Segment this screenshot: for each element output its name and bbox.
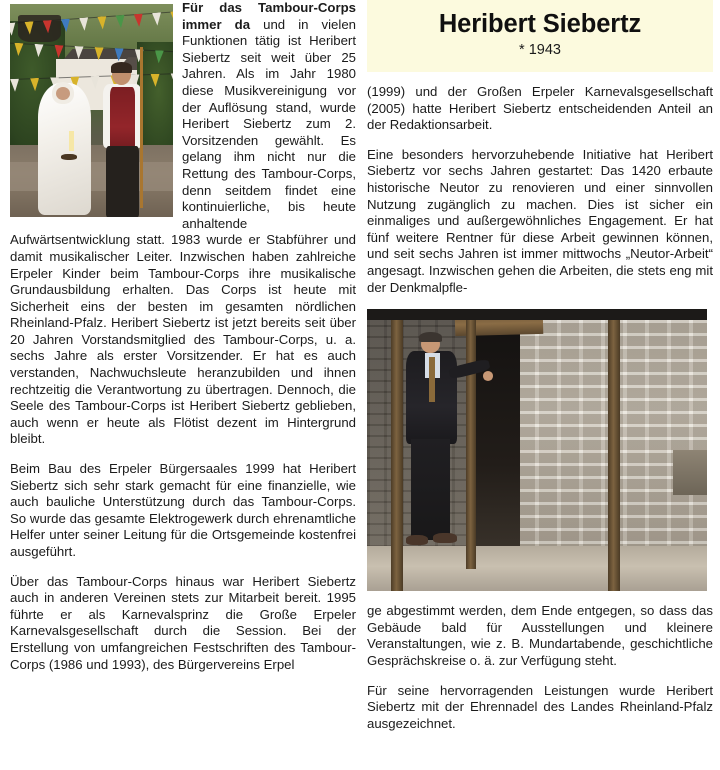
right-paragraph-3: ge abgestimmt werden, dem Ende entgegen, so dass das Gebäude bald für Ausstellungen und kleinere Veranstaltungen, wie z. B. Mundartabende, geschichtliche Gesprächskreise o. ä. zur Verfügung steht. [367, 603, 713, 668]
photo2-floor [367, 546, 707, 591]
photo1-woman-figure [38, 83, 92, 215]
bunting-flag [54, 45, 64, 58]
bunting-flag [171, 73, 173, 86]
photo1-woman-face [56, 87, 70, 100]
photo2-man-tie [429, 357, 435, 402]
right-paragraph-4: Für seine hervorragenden Leistungen wurde Heribert Siebertz mit der Ehrennadel des Landes Rheinland-Pfalz ausgezeichnet. [367, 682, 713, 731]
bunting-flag [43, 20, 53, 34]
title-plate [367, 0, 713, 72]
birth-year: * 1943 [519, 42, 561, 58]
right-paragraph-2: Eine besonders hervorzuhebende Initiative hat Heribert Siebertz vor sechs Jahren gestartet: Das 1420 erbaute historische Neutor zu renovieren und einer sinnvollen Nutzung zugänglich zu machen. Dies ist sicher ein einmaliges und außergewöhnliches Engagement. Er hat fünf weitere Rentner für diese Arbeit gewinnen können, und seit sechs Jahren ist immer mittwochs „Neutor-Arbeit“ angesagt. Inzwischen gehen die Arbeiten, die stets eng mit der Denkmalpfle- [367, 146, 713, 295]
bunting-flag [74, 46, 84, 59]
photo1-path [10, 162, 173, 192]
photo1-staff [140, 47, 143, 209]
right-paragraph-1: (1999) und der Großen Erpeler Karnevalsgesellschaft (2005) hatte Heribert Siebertz entscheidenden Anteil an der Redaktionsarbeit. [367, 84, 713, 133]
bunting-flag [10, 22, 17, 36]
bunting-flag [171, 11, 173, 25]
photo1-man-vest [110, 87, 135, 154]
left-paragraph-1 [10, 0, 356, 448]
photo2-support-beam [391, 309, 403, 591]
photo1-man-trousers [106, 146, 139, 217]
bunting-flag [98, 16, 108, 30]
bunting-flag [155, 50, 165, 63]
photo2-ceiling-shadow [367, 309, 707, 320]
bunting-flag [152, 12, 162, 26]
photo2-support-beam [466, 309, 477, 568]
left-paragraph-2: Beim Bau des Erpeler Bürgersaales 1999 hat Heribert Siebertz sich sehr stark gemacht für eine finanzielle, wie auch bauliche Unterstützung durch das Tambour-Corps. So wurde das gesamte Elektrogewerk durch ehrenamtliche Helfer unter seiner Leitung für die Ortsgemeinde kostenfrei ausgeführt. [10, 461, 356, 559]
bunting-flag [115, 48, 125, 61]
photo2-rubble [673, 450, 707, 495]
photo1-candle [69, 131, 74, 151]
bunting-flag [14, 42, 24, 55]
bunting-flag [94, 47, 104, 60]
photo2-man-shoe [406, 535, 428, 545]
left-paragraph-1-body: und in vielen Funktionen tätig ist Heribert Siebertz seit weit über 25 Jahren. Als im Jahr 1980 diese Musikvereinigung vor der Auflösung stand, wurde Heribert Siebertz zum 2. Vorsitzenden gewählt. Es gelang ihm nicht nur die Rettung des Tambour-Corps, denn seitdem findet eine kontinuierliche, bis heute anhaltende Aufwärtsentwicklung statt. 1983 wurde er Stabführer und damit musikalischer Leiter. Inzwischen haben zahlreiche Erpeler Kinder beim Tambour-Corps ihre musikalische Grundausbildung erhalten. Das Corps ist heute mit Sicherheit eins der besten im gesamten nördlichen Rheinland-Pfalz. Heribert Siebertz ist jetzt bereits seit über 20 Jahren Vorstandsmitglied des Tambour-Corps, u. a. sechs Jahre als erster Vorsitzender. Er hat es auch verstanden, Nachwuchsleute heranzubilden und ihnen rechtzeitig die Verantwortung zu übertragen. Dennoch, die Seele des Tambour-Corps ist Heribert Siebertz geblieben, auch wenn er heute als Flötist dezent im Hintergrund bleibt. [10, 16, 356, 447]
photo2-man-trousers [411, 439, 450, 541]
photo2-man-shoe [433, 533, 457, 543]
bunting-flag [116, 15, 126, 29]
photo2-support-beam [608, 309, 620, 591]
left-paragraph-1-lead: Für das Tambour-Corps immer da [182, 0, 356, 32]
bunting-flag [11, 79, 20, 92]
bunting-flag [34, 43, 44, 56]
right-column [367, 0, 713, 770]
photo2-man-hair [419, 332, 441, 342]
photo1-man-hair [111, 62, 133, 73]
bunting-flag [151, 74, 160, 87]
photo-couple-in-costume [10, 4, 173, 217]
left-column [10, 0, 356, 770]
bunting-flag [61, 18, 71, 32]
bunting-flag [31, 78, 40, 91]
bunting-flag [80, 17, 90, 31]
bunting-flag [134, 13, 144, 27]
photo1-candleholder [61, 154, 77, 160]
page-title: Heribert Siebertz [438, 10, 642, 38]
photo-neutor-interior [367, 309, 707, 591]
left-paragraph-3: Über das Tambour-Corps hinaus war Heribert Siebertz auch in anderen Vereinen stets zur Mitarbeit bereit. 1995 führte er als Karnevalsprinz die Große Erpeler Karnevalsgesellschaft durch die Session. Bei der Erstellung von umfangreichen Festschriften des Tambour-Corps (1986 und 1993), des Bürgervereins Erpel [10, 573, 356, 672]
bunting-flag [25, 21, 35, 35]
